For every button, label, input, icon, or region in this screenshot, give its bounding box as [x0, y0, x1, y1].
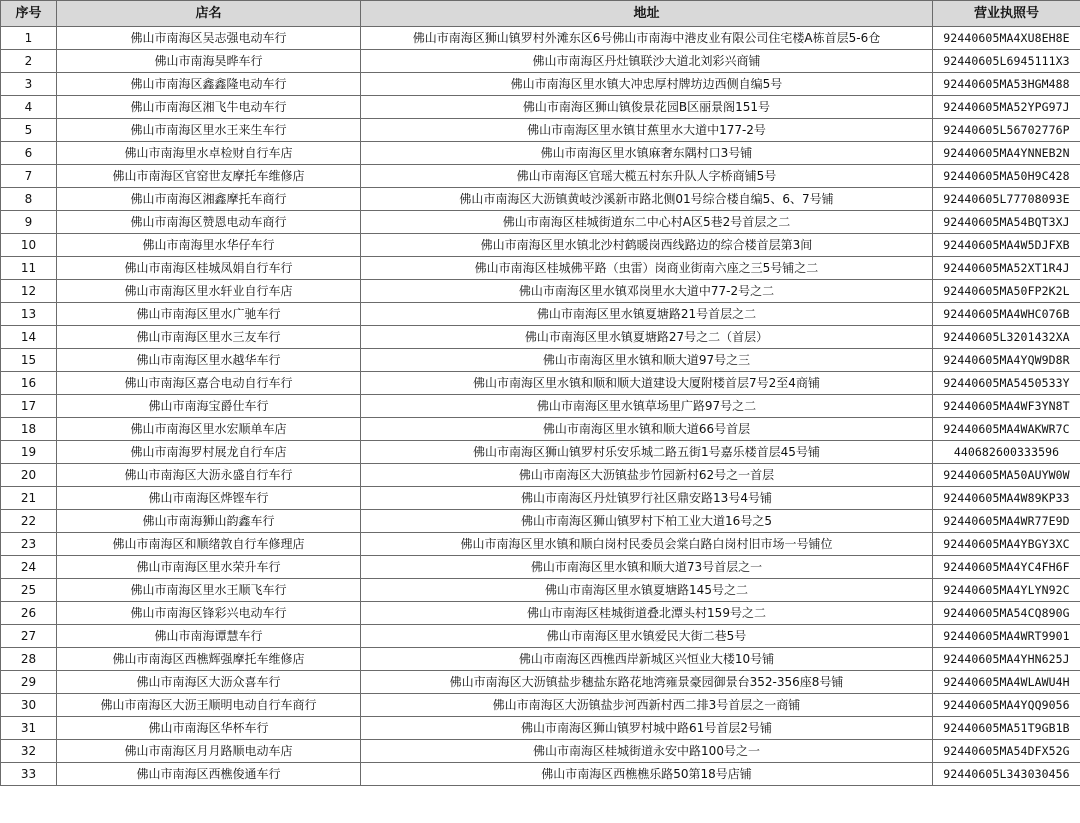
- cell-store-name: 佛山市南海区锋彩兴电动车行: [57, 602, 361, 625]
- cell-address: 佛山市南海区里水镇夏塘路27号之二（首层）: [361, 326, 933, 349]
- cell-store-name: 佛山市南海谭慧车行: [57, 625, 361, 648]
- header-license-number: 营业执照号: [933, 1, 1080, 27]
- cell-store-name: 佛山市南海区嘉合电动自行车行: [57, 372, 361, 395]
- cell-serial-number: 12: [1, 280, 57, 303]
- cell-license-number: 92440605L56702776P: [933, 119, 1080, 142]
- cell-license-number: 92440605MA50FP2K2L: [933, 280, 1080, 303]
- table-row: [1, 579, 1080, 602]
- cell-serial-number: 1: [1, 27, 57, 50]
- table-row: [1, 464, 1080, 487]
- cell-address: 佛山市南海区里水镇夏塘路145号之二: [361, 579, 933, 602]
- cell-address: 佛山市南海区里水镇和顺大道73号首层之一: [361, 556, 933, 579]
- cell-serial-number: 10: [1, 234, 57, 257]
- cell-serial-number: 14: [1, 326, 57, 349]
- cell-address: 佛山市南海区桂城街道东二中心村A区5巷2号首层之二: [361, 211, 933, 234]
- cell-store-name: 佛山市南海区里水王顺飞车行: [57, 579, 361, 602]
- cell-serial-number: 32: [1, 740, 57, 763]
- cell-address: 佛山市南海区大沥镇盐步河西新村西二排3号首层之一商铺: [361, 694, 933, 717]
- cell-serial-number: 33: [1, 763, 57, 786]
- cell-license-number: 92440605MA4W5DJFXB: [933, 234, 1080, 257]
- header-store-name: 店名: [57, 1, 361, 27]
- cell-license-number: 92440605L6945111X3: [933, 50, 1080, 73]
- cell-address: 佛山市南海区西樵樵乐路50第18号店铺: [361, 763, 933, 786]
- cell-store-name: 佛山市南海区和顺绪敦自行车修理店: [57, 533, 361, 556]
- cell-address: 佛山市南海区里水镇甘蕉里水大道中177-2号: [361, 119, 933, 142]
- cell-license-number: 92440605MA4YQW9D8R: [933, 349, 1080, 372]
- cell-license-number: 92440605MA4YC4FH6F: [933, 556, 1080, 579]
- table-header-row: [1, 1, 1080, 27]
- cell-store-name: 佛山市南海区里水宏顺单车店: [57, 418, 361, 441]
- table-row: [1, 648, 1080, 671]
- cell-license-number: 92440605MA4YBGY3XC: [933, 533, 1080, 556]
- cell-license-number: 92440605MA4WLAWU4H: [933, 671, 1080, 694]
- cell-address: 佛山市南海区官瑶大榄五村东升队人字桥商铺5号: [361, 165, 933, 188]
- cell-address: 佛山市南海区里水镇草场里广路97号之二: [361, 395, 933, 418]
- table-row: [1, 372, 1080, 395]
- cell-serial-number: 16: [1, 372, 57, 395]
- cell-store-name: 佛山市南海里水卓检财自行车店: [57, 142, 361, 165]
- table-row: [1, 96, 1080, 119]
- cell-serial-number: 29: [1, 671, 57, 694]
- cell-license-number: 92440605MA4WR77E9D: [933, 510, 1080, 533]
- cell-license-number: 92440605MA4YNNEB2N: [933, 142, 1080, 165]
- cell-address: 佛山市南海区桂城佛平路（虫雷）岗商业街南六座之三5号铺之二: [361, 257, 933, 280]
- cell-license-number: 92440605L3201432XA: [933, 326, 1080, 349]
- header-serial-number: 序号: [1, 1, 57, 27]
- cell-serial-number: 17: [1, 395, 57, 418]
- table-row: [1, 50, 1080, 73]
- cell-serial-number: 26: [1, 602, 57, 625]
- cell-license-number: 440682600333596: [933, 441, 1080, 464]
- cell-license-number: 92440605MA51T9GB1B: [933, 717, 1080, 740]
- table-row: [1, 625, 1080, 648]
- cell-address: 佛山市南海区里水镇和顺大道97号之三: [361, 349, 933, 372]
- cell-store-name: 佛山市南海区大沥众喜车行: [57, 671, 361, 694]
- table-row: [1, 740, 1080, 763]
- cell-address: 佛山市南海区里水镇爱民大街二巷5号: [361, 625, 933, 648]
- cell-serial-number: 24: [1, 556, 57, 579]
- cell-serial-number: 9: [1, 211, 57, 234]
- table-row: [1, 326, 1080, 349]
- cell-address: 佛山市南海区大沥镇盐步穗盐东路花地湾雍景豪园御景台352-356座8号铺: [361, 671, 933, 694]
- cell-serial-number: 30: [1, 694, 57, 717]
- cell-address: 佛山市南海区大沥镇黄岐沙溪新市路北侧01号综合楼自编5、6、7号铺: [361, 188, 933, 211]
- cell-store-name: 佛山市南海区吴志强电动车行: [57, 27, 361, 50]
- cell-license-number: 92440605MA4YQQ9056: [933, 694, 1080, 717]
- cell-store-name: 佛山市南海区湘鑫摩托车商行: [57, 188, 361, 211]
- cell-store-name: 佛山市南海区里水王来生车行: [57, 119, 361, 142]
- cell-license-number: 92440605MA50AUYW0W: [933, 464, 1080, 487]
- cell-license-number: 92440605MA52XT1R4J: [933, 257, 1080, 280]
- table-row: [1, 27, 1080, 50]
- cell-serial-number: 8: [1, 188, 57, 211]
- cell-address: 佛山市南海区狮山镇罗村城中路61号首层2号铺: [361, 717, 933, 740]
- cell-store-name: 佛山市南海区里水广驰车行: [57, 303, 361, 326]
- cell-license-number: 92440605MA4WHC076B: [933, 303, 1080, 326]
- table-row: [1, 441, 1080, 464]
- cell-store-name: 佛山市南海区赞恩电动车商行: [57, 211, 361, 234]
- table-row: [1, 303, 1080, 326]
- cell-license-number: 92440605MA4XU8EH8E: [933, 27, 1080, 50]
- cell-serial-number: 28: [1, 648, 57, 671]
- cell-address: 佛山市南海区里水镇大冲忠厚村牌坊边西侧自编5号: [361, 73, 933, 96]
- cell-store-name: 佛山市南海里水华仔车行: [57, 234, 361, 257]
- cell-license-number: 92440605MA4WRT9901: [933, 625, 1080, 648]
- cell-serial-number: 5: [1, 119, 57, 142]
- cell-serial-number: 19: [1, 441, 57, 464]
- cell-address: 佛山市南海区狮山镇罗村下柏工业大道16号之5: [361, 510, 933, 533]
- table-row: [1, 694, 1080, 717]
- cell-store-name: 佛山市南海狮山韵鑫车行: [57, 510, 361, 533]
- cell-store-name: 佛山市南海区湘飞牛电动车行: [57, 96, 361, 119]
- cell-store-name: 佛山市南海区华杯车行: [57, 717, 361, 740]
- cell-license-number: 92440605MA52YPG97J: [933, 96, 1080, 119]
- cell-address: 佛山市南海区里水镇北沙村鹤暖岗西线路边的综合楼首层第3间: [361, 234, 933, 257]
- cell-address: 佛山市南海区里水镇麻奢东隅村口3号铺: [361, 142, 933, 165]
- cell-serial-number: 4: [1, 96, 57, 119]
- cell-address: 佛山市南海区里水镇夏塘路21号首层之二: [361, 303, 933, 326]
- cell-address: 佛山市南海区大沥镇盐步竹园新村62号之一首层: [361, 464, 933, 487]
- cell-address: 佛山市南海区里水镇和顺白岗村民委员会棠白路白岗村旧市场一号铺位: [361, 533, 933, 556]
- cell-store-name: 佛山市南海区里水越华车行: [57, 349, 361, 372]
- cell-address: 佛山市南海区里水镇和顺和顺大道建设大厦附楼首层7号2至4商铺: [361, 372, 933, 395]
- table-row: [1, 487, 1080, 510]
- cell-license-number: 92440605MA4WF3YN8T: [933, 395, 1080, 418]
- table-row: [1, 717, 1080, 740]
- header-address: 地址: [361, 1, 933, 27]
- cell-serial-number: 25: [1, 579, 57, 602]
- cell-store-name: 佛山市南海区大沥永盛自行车行: [57, 464, 361, 487]
- cell-license-number: 92440605MA4YLYN92C: [933, 579, 1080, 602]
- cell-license-number: 92440605MA50H9C428: [933, 165, 1080, 188]
- table-row: [1, 763, 1080, 786]
- cell-serial-number: 3: [1, 73, 57, 96]
- cell-serial-number: 2: [1, 50, 57, 73]
- table-row: [1, 602, 1080, 625]
- table-row: [1, 556, 1080, 579]
- cell-address: 佛山市南海区丹灶镇联沙大道北刘彩兴商铺: [361, 50, 933, 73]
- cell-address: 佛山市南海区桂城街道永安中路100号之一: [361, 740, 933, 763]
- cell-license-number: 92440605MA4W89KP33: [933, 487, 1080, 510]
- cell-license-number: 92440605L77708093E: [933, 188, 1080, 211]
- table-body: [1, 27, 1080, 786]
- cell-address: 佛山市南海区桂城街道叠北潭头村159号之二: [361, 602, 933, 625]
- table-row: [1, 234, 1080, 257]
- cell-serial-number: 7: [1, 165, 57, 188]
- cell-address: 佛山市南海区西樵西岸新城区兴恒业大楼10号铺: [361, 648, 933, 671]
- cell-license-number: 92440605L343030456: [933, 763, 1080, 786]
- table-row: [1, 280, 1080, 303]
- cell-store-name: 佛山市南海区官窑世友摩托车维修店: [57, 165, 361, 188]
- cell-serial-number: 31: [1, 717, 57, 740]
- table-row: [1, 165, 1080, 188]
- table-row: [1, 510, 1080, 533]
- table-row: [1, 349, 1080, 372]
- cell-store-name: 佛山市南海区桂城凤娟自行车行: [57, 257, 361, 280]
- cell-license-number: 92440605MA54DFX52G: [933, 740, 1080, 763]
- cell-license-number: 92440605MA54BQT3XJ: [933, 211, 1080, 234]
- cell-license-number: 92440605MA4WAKWR7C: [933, 418, 1080, 441]
- table-row: [1, 395, 1080, 418]
- cell-serial-number: 27: [1, 625, 57, 648]
- cell-store-name: 佛山市南海区里水三友车行: [57, 326, 361, 349]
- cell-license-number: 92440605MA53HGM488: [933, 73, 1080, 96]
- cell-serial-number: 6: [1, 142, 57, 165]
- cell-address: 佛山市南海区狮山镇罗村外滩东区6号佛山市南海中港皮业有限公司住宅楼A栋首层5-6仓: [361, 27, 933, 50]
- table-row: [1, 418, 1080, 441]
- cell-address: 佛山市南海区狮山镇俊景花园B区丽景阁151号: [361, 96, 933, 119]
- cell-store-name: 佛山市南海昊晔车行: [57, 50, 361, 73]
- cell-store-name: 佛山市南海区烨铿车行: [57, 487, 361, 510]
- cell-store-name: 佛山市南海罗村展龙自行车店: [57, 441, 361, 464]
- cell-address: 佛山市南海区里水镇和顺大道66号首层: [361, 418, 933, 441]
- cell-serial-number: 22: [1, 510, 57, 533]
- cell-license-number: 92440605MA54CQ890G: [933, 602, 1080, 625]
- table-row: [1, 257, 1080, 280]
- cell-store-name: 佛山市南海区西樵辉强摩托车维修店: [57, 648, 361, 671]
- table-row: [1, 73, 1080, 96]
- table-row: [1, 211, 1080, 234]
- cell-store-name: 佛山市南海区里水轩业自行车店: [57, 280, 361, 303]
- cell-serial-number: 13: [1, 303, 57, 326]
- cell-store-name: 佛山市南海宝爵仕车行: [57, 395, 361, 418]
- cell-store-name: 佛山市南海区西樵俊通车行: [57, 763, 361, 786]
- cell-address: 佛山市南海区狮山镇罗村乐安乐城二路五街1号嘉乐楼首层45号铺: [361, 441, 933, 464]
- cell-store-name: 佛山市南海区鑫鑫隆电动车行: [57, 73, 361, 96]
- cell-store-name: 佛山市南海区月月路顺电动车店: [57, 740, 361, 763]
- table-row: [1, 533, 1080, 556]
- cell-address: 佛山市南海区里水镇邓岗里水大道中77-2号之二: [361, 280, 933, 303]
- cell-store-name: 佛山市南海区里水荣升车行: [57, 556, 361, 579]
- cell-serial-number: 20: [1, 464, 57, 487]
- table-row: [1, 671, 1080, 694]
- table-row: [1, 188, 1080, 211]
- cell-serial-number: 23: [1, 533, 57, 556]
- cell-serial-number: 15: [1, 349, 57, 372]
- table-row: [1, 119, 1080, 142]
- cell-serial-number: 21: [1, 487, 57, 510]
- cell-store-name: 佛山市南海区大沥王顺明电动自行车商行: [57, 694, 361, 717]
- cell-serial-number: 11: [1, 257, 57, 280]
- table-row: [1, 142, 1080, 165]
- cell-license-number: 92440605MA5450533Y: [933, 372, 1080, 395]
- cell-address: 佛山市南海区丹灶镇罗行社区鼎安路13号4号铺: [361, 487, 933, 510]
- cell-license-number: 92440605MA4YHN625J: [933, 648, 1080, 671]
- cell-serial-number: 18: [1, 418, 57, 441]
